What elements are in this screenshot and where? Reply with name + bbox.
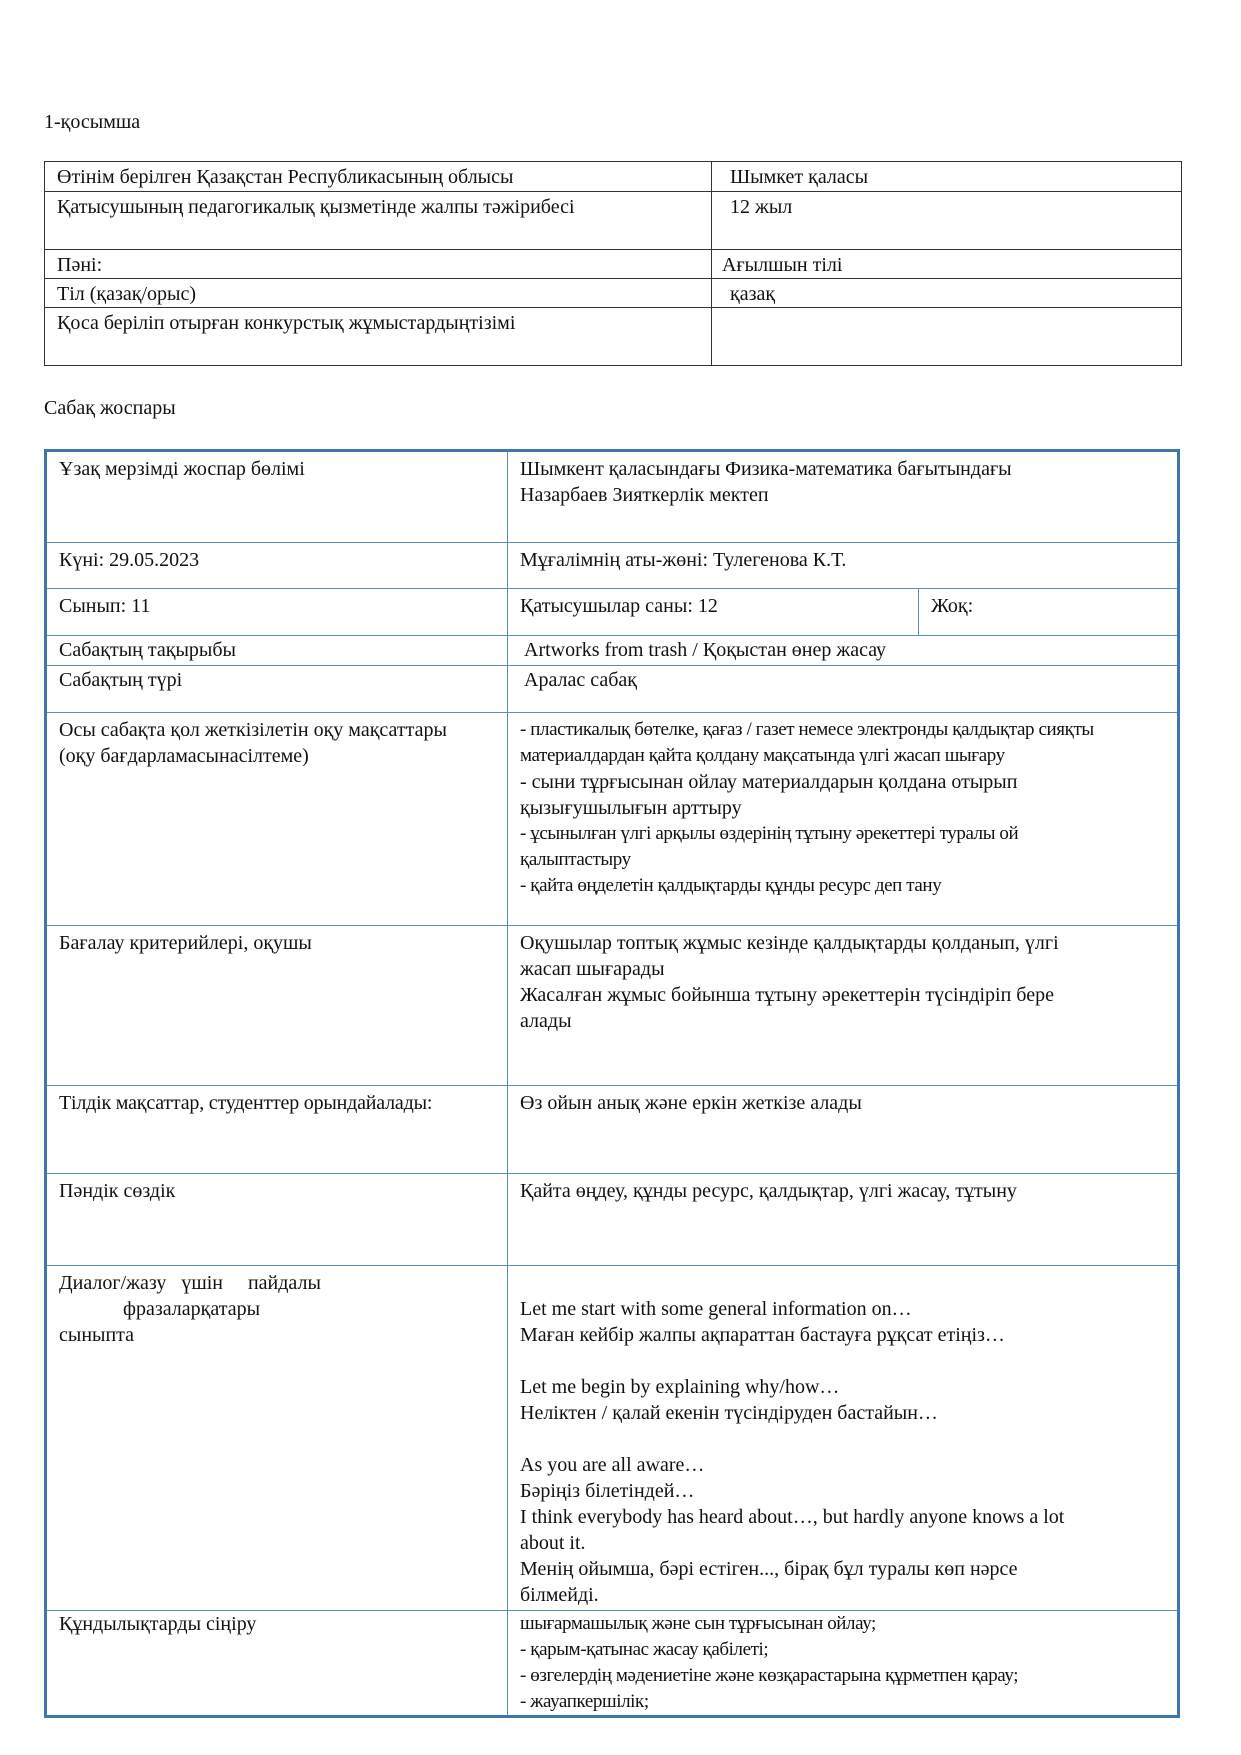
table-row xyxy=(46,1174,1179,1266)
lesson-plan-table xyxy=(44,449,1180,1718)
phrase-line: about it. xyxy=(520,1532,586,1554)
criteria-line: Оқушылар топтық жұмыс кезінде қалдықтарды қолданып, үлгі xyxy=(520,932,1059,954)
value-line: - жауапкершілік; xyxy=(520,1691,649,1712)
blank-line xyxy=(520,1426,1167,1452)
lesson-type-label: Сабақтың түрі xyxy=(46,666,508,713)
school-line: Шымкент қаласындағы Физика-математика бағытындағы xyxy=(520,458,1012,480)
table-row xyxy=(45,192,1182,250)
school-line: Назарбаев Зияткерлік мектеп xyxy=(520,484,769,506)
date-field: Күні: 29.05.2023 xyxy=(46,543,508,589)
value-line: - қарым-қатынас жасау қабілеті; xyxy=(520,1639,769,1660)
long-term-section-value xyxy=(508,451,1179,543)
table-row xyxy=(46,926,1179,1086)
appendix-label: 1-қосымша xyxy=(44,111,141,133)
experience-value: 12 жыл xyxy=(712,192,1182,250)
label-line: сыныпта xyxy=(59,1324,135,1346)
label-line: Диалог/жазу үшін пайдалы xyxy=(59,1272,321,1294)
language-label: Тіл (қазақ/орыс) xyxy=(45,279,712,308)
table-row xyxy=(46,666,1179,713)
phrase-line: Let me start with some general information on… xyxy=(520,1298,912,1320)
objective-line: - сыни тұрғысынан ойлау материалдарын қолдана отырып xyxy=(520,771,1018,793)
assessment-criteria-label: Бағалау критерийлері, оқушы xyxy=(46,926,508,1086)
objective-line: материалдардан қайта қолдану мақсатында үлгі жасап шығару xyxy=(520,745,1005,766)
phrase-line: Менің ойымша, бәрі естіген..., бірақ бұл туралы көп нәрсе xyxy=(520,1558,1018,1580)
table-row xyxy=(46,543,1179,589)
phrase-line: As you are all aware… xyxy=(520,1454,705,1476)
learning-objectives-list xyxy=(508,713,1179,926)
table-row xyxy=(46,636,1179,666)
table-row xyxy=(45,279,1182,308)
criteria-line: алады xyxy=(520,1010,572,1032)
lesson-plan-title: Сабақ жоспары xyxy=(44,397,176,419)
table-row xyxy=(46,451,1179,543)
objective-line: - ұсынылған үлгі арқылы өздерінің тұтыну әрекеттері туралы ой xyxy=(520,823,1019,844)
works-list-value xyxy=(712,308,1182,366)
region-value: Шымкет қаласы xyxy=(712,162,1182,192)
topic-value: Artworks from trash / Қоқыстан өнер жасау xyxy=(508,636,1179,666)
table-row xyxy=(45,250,1182,279)
subject-vocabulary-value: Қайта өңдеу, құнды ресурс, қалдықтар, үлгі жасау, тұтыну xyxy=(508,1174,1179,1266)
phrase-line: Маған кейбір жалпы ақпараттан бастауға рұқсат етіңіз… xyxy=(520,1324,1005,1346)
region-label: Өтінім берілген Қазақстан Республикасының облысы xyxy=(45,162,712,192)
phrase-line: білмейді. xyxy=(520,1584,599,1606)
objective-line: қызығушылығын арттыру xyxy=(520,797,742,819)
label-line: (оқу бағдарламасынасілтеме) xyxy=(59,745,309,767)
language-objectives-value: Өз ойын анық және еркін жеткізе алады xyxy=(508,1086,1179,1174)
teacher-name-field: Мұғалімнің аты-жөні: Тулегенова К.Т. xyxy=(508,543,1179,589)
application-info-table xyxy=(44,161,1182,366)
absent-field: Жоқ: xyxy=(919,589,1179,636)
criteria-line: Жасалған жұмыс бойынша тұтыну әрекеттерін түсіндіріп бере xyxy=(520,984,1054,1006)
lesson-type-value: Аралас сабақ xyxy=(508,666,1179,713)
value-line: шығармашылық және сын тұрғысынан ойлау; xyxy=(520,1613,876,1634)
table-row xyxy=(46,1266,1179,1611)
works-list-label: Қоса беріліп отырған конкурстық жұмыстардыңтізімі xyxy=(45,308,712,366)
learning-objectives-label xyxy=(46,713,508,926)
table-row xyxy=(46,1086,1179,1174)
grade-field: Сынып: 11 xyxy=(46,589,508,636)
long-term-section-label: Ұзақ мерзімді жоспар бөлімі xyxy=(46,451,508,543)
language-objectives-label: Тілдік мақсаттар, студенттер орындайалады: xyxy=(46,1086,508,1174)
phrase-line: Бәріңіз білетіндей… xyxy=(520,1480,695,1502)
phrase-line: I think everybody has heard about…, but hardly anyone knows a lot xyxy=(520,1506,1065,1528)
blank-line xyxy=(520,1348,1167,1374)
topic-label: Сабақтың тақырыбы xyxy=(46,636,508,666)
table-row xyxy=(46,713,1179,926)
useful-phrases-list xyxy=(508,1266,1179,1611)
useful-phrases-label xyxy=(46,1266,508,1611)
subject-label: Пәні: xyxy=(45,250,712,279)
criteria-line: жасап шығарады xyxy=(520,958,665,980)
label-line: Осы сабақта қол жеткізілетін оқу мақсаттары xyxy=(59,719,447,741)
table-row xyxy=(46,589,1179,636)
experience-label: Қатысушының педагогикалық қызметінде жалпы тәжірибесі xyxy=(45,192,712,250)
blank-line xyxy=(520,1270,1167,1296)
phrase-line: Let me begin by explaining why/how… xyxy=(520,1376,840,1398)
objective-line: - пластикалық бөтелке, қағаз / газет немесе электронды қалдықтар сияқты xyxy=(520,719,1094,740)
value-line: - өзгелердің мәдениетіне және көзқарастарына құрметпен қарау; xyxy=(520,1665,1019,1686)
language-value: қазақ xyxy=(712,279,1182,308)
values-list xyxy=(508,1611,1179,1717)
label-line: фразаларқатары xyxy=(123,1298,261,1320)
objective-line: қалыптастыру xyxy=(520,849,631,870)
table-row xyxy=(45,308,1182,366)
objective-line: - қайта өңделетін қалдықтарды құнды ресурс деп тану xyxy=(520,875,942,896)
participants-field: Қатысушылар саны: 12 xyxy=(508,589,919,636)
values-label: Құндылықтарды сіңіру xyxy=(46,1611,508,1717)
assessment-criteria-value xyxy=(508,926,1179,1086)
table-row xyxy=(45,162,1182,192)
phrase-line: Неліктен / қалай екенін түсіндіруден бастайын… xyxy=(520,1402,938,1424)
subject-value: Ағылшын тілі xyxy=(712,250,1182,279)
subject-vocabulary-label: Пәндік сөздік xyxy=(46,1174,508,1266)
table-row xyxy=(46,1611,1179,1717)
